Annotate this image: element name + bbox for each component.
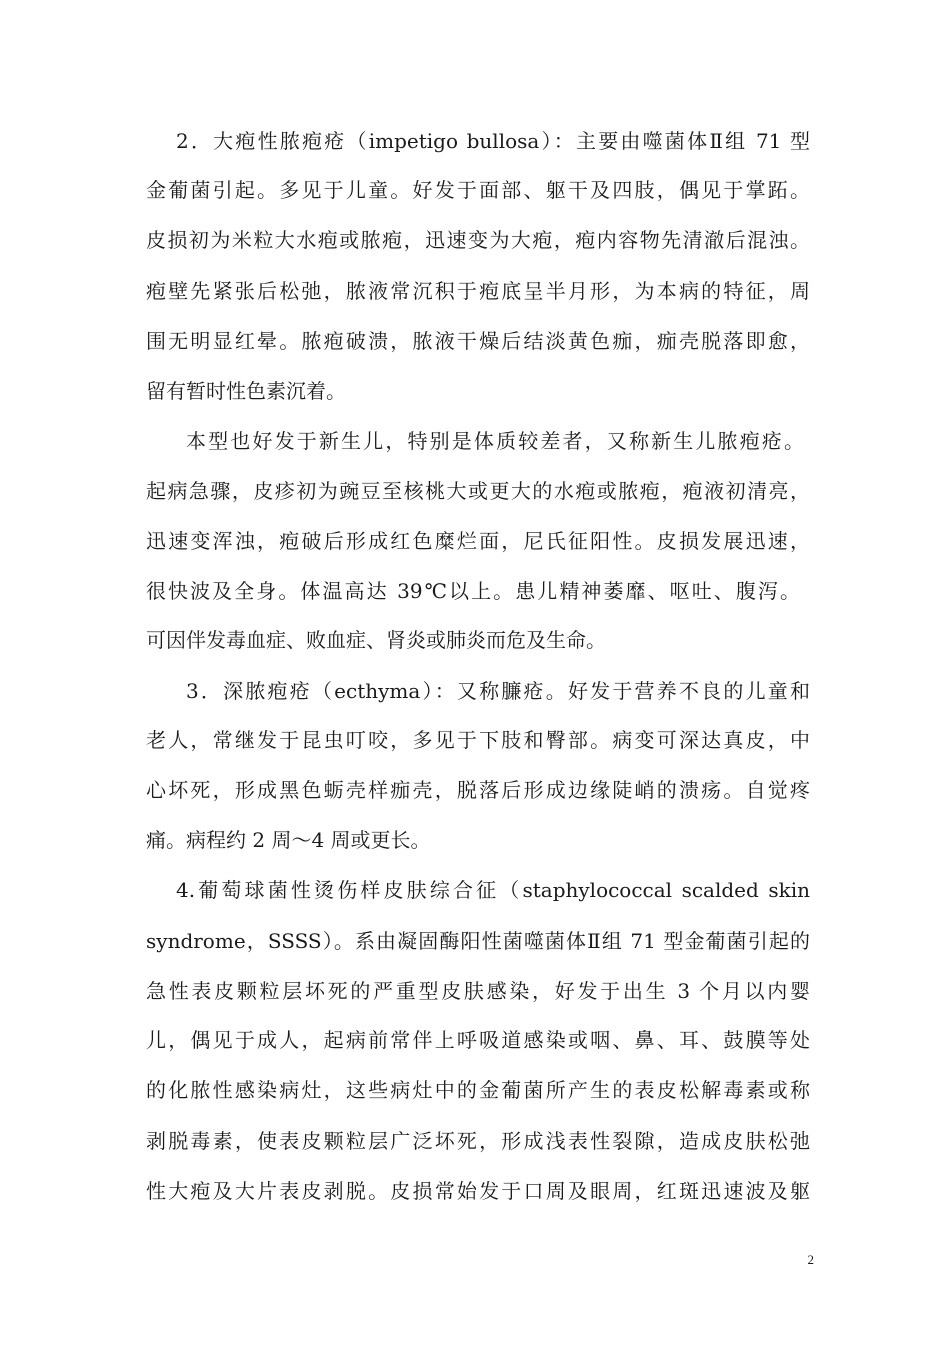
text-line: 疱壁先紧张后松弛，脓液常沉积于疱底呈半月形，为本病的特征，周 (146, 279, 810, 303)
text-line: 很快波及全身。体温高达 39℃以上。患儿精神萎靡、呕吐、腹泻。 (146, 579, 800, 603)
page-number: 2 (807, 1252, 814, 1267)
text-line: 留有暂时性色素沉着。 (146, 379, 346, 403)
text-line: 急性表皮颗粒层坏死的严重型皮肤感染，好发于出生 3 个月以内婴 (146, 979, 810, 1003)
text-line: syndrome，SSSS）。系由凝固酶阳性菌噬菌体Ⅱ组 71 型金葡菌引起的 (146, 929, 810, 953)
text-line: 起病急骤，皮疹初为豌豆至核桃大或更大的水疱或脓疱，疱液初清亮， (146, 479, 810, 503)
text-line: 心坏死，形成黑色蛎壳样痂壳，脱落后形成边缘陡峭的溃疡。自觉疼 (146, 778, 810, 802)
text-line: 金葡菌引起。多见于儿童。好发于面部、躯干及四肢，偶见于掌跖。 (146, 178, 810, 202)
text-line: 性大疱及大片表皮剥脱。皮损常始发于口周及眼周，红斑迅速波及躯 (146, 1179, 810, 1203)
text-line: 4.葡萄球菌性烫伤样皮肤综合征（staphylococcal scalded skin (176, 878, 810, 902)
text-line: 剥脱毒素，使表皮颗粒层广泛坏死，形成浅表性裂隙，造成皮肤松弛 (146, 1129, 810, 1153)
text-line: 围无明显红晕。脓疱破溃，脓液干燥后结淡黄色痂，痂壳脱落即愈， (146, 329, 810, 353)
text-line: 迅速变浑浊，疱破后形成红色糜烂面，尼氏征阳性。皮损发展迅速， (146, 529, 810, 553)
text-line: 痛。病程约 2 周～4 周或更长。 (146, 828, 431, 852)
text-line: 2．大疱性脓疱疮（impetigo bullosa）：主要由噬菌体Ⅱ组 71 型 (176, 129, 810, 153)
text-line: 皮损初为米粒大水疱或脓疱，迅速变为大疱，疱内容物先清澈后混浊。 (146, 228, 810, 252)
text-line: 3．深脓疱疮（ecthyma）：又称臁疮。好发于营养不良的儿童和 (186, 679, 810, 703)
text-line: 老人，常继发于昆虫叮咬，多见于下肢和臀部。病变可深达真皮，中 (146, 728, 810, 752)
text-line: 的化脓性感染病灶，这些病灶中的金葡菌所产生的表皮松解毒素或称 (146, 1078, 810, 1102)
text-line: 本型也好发于新生儿，特别是体质较差者，又称新生儿脓疱疮。 (186, 429, 804, 453)
text-line: 可因伴发毒血症、败血症、肾炎或肺炎而危及生命。 (146, 628, 606, 652)
text-line: 儿，偶见于成人，起病前常伴上呼吸道感染或咽、鼻、耳、鼓膜等处 (146, 1028, 810, 1052)
